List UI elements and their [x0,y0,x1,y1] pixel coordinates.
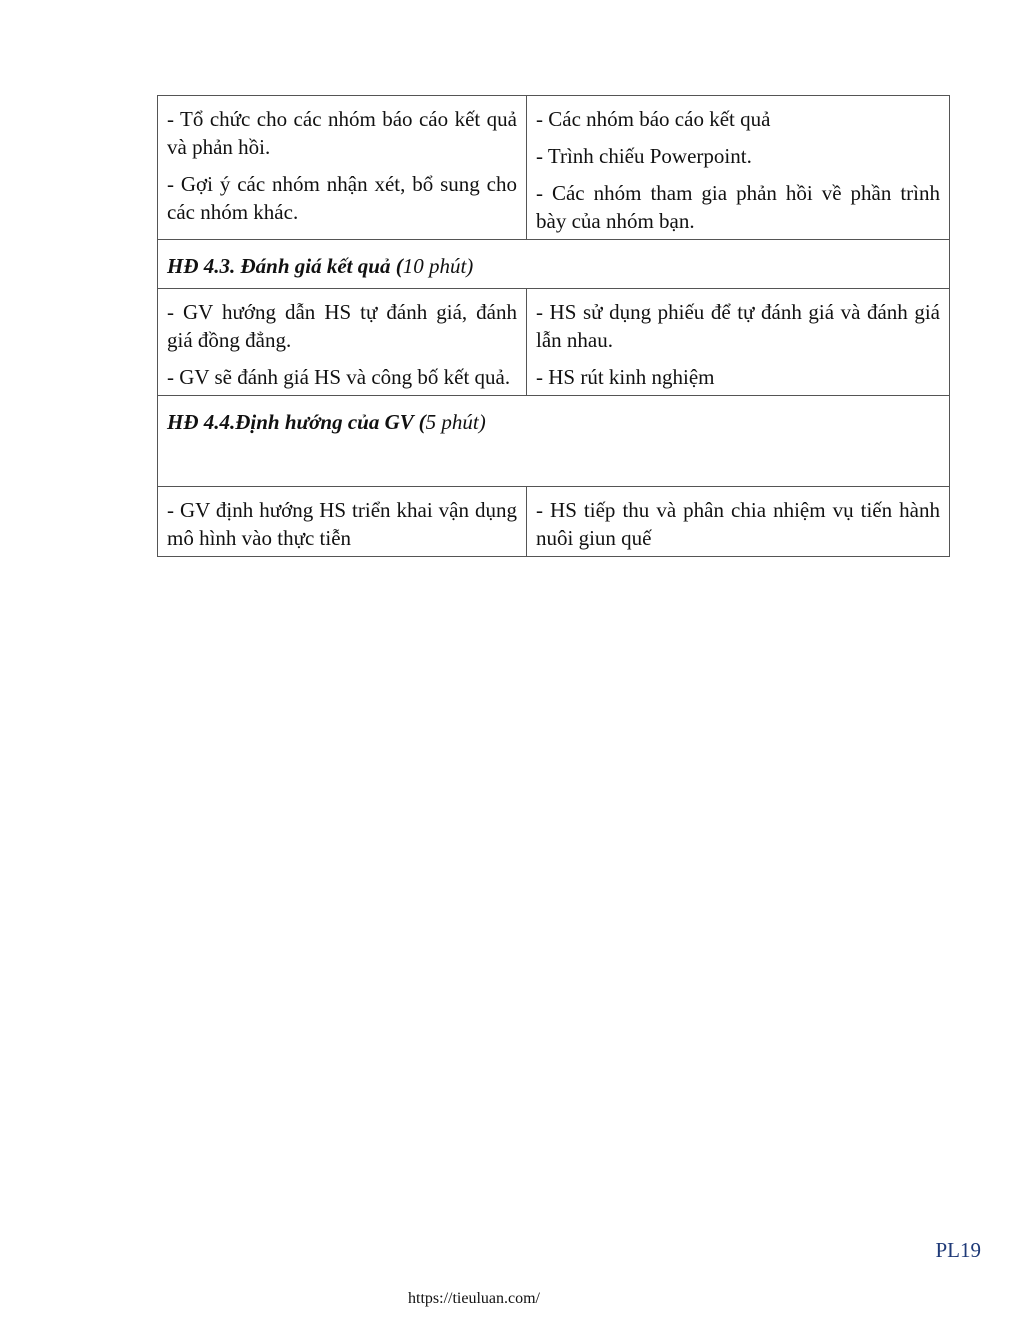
list-item: - Gợi ý các nhóm nhận xét, bổ sung cho các nhóm khác. [167,172,517,224]
activity-table [157,95,950,557]
teacher-activity-cell [158,96,527,240]
list-item: - Các nhóm tham gia phản hồi về phần trình bày của nhóm bạn. [536,181,940,233]
page-number: PL19 [935,1238,981,1262]
list-item: - HS rút kinh nghiệm [536,365,715,389]
student-activity-cell [527,289,950,396]
list-item: - Tổ chức cho các nhóm báo cáo kết quả và phản hồi. [167,107,517,159]
section-heading-row [158,396,950,487]
table-row [158,487,950,557]
student-activity-cell [527,487,950,557]
list-item: - Trình chiếu Powerpoint. [536,144,752,168]
section-duration: 10 phút) [402,254,474,278]
section-title: HĐ 4.4.Định hướng của GV ( [167,410,426,434]
section-duration: 5 phút) [425,410,486,434]
footer-url[interactable]: https://tieuluan.com/ [408,1290,540,1307]
list-item: - GV sẽ đánh giá HS và công bố kết quả. [167,365,511,389]
student-activity-cell [527,96,950,240]
list-item: - Các nhóm báo cáo kết quả [536,107,771,131]
teacher-activity-cell [158,487,527,557]
section-title: HĐ 4.3. Đánh giá kết quả ( [167,254,403,278]
table-row [158,96,950,240]
teacher-activity-cell [158,289,527,396]
list-item: - HS tiếp thu và phân chia nhiệm vụ tiến hành nuôi giun quế [536,498,940,550]
section-heading-4-3 [158,240,950,289]
list-item: - HS sử dụng phiếu để tự đánh giá và đánh giá lẫn nhau. [536,300,940,352]
section-heading-row [158,240,950,289]
list-item: - GV hướng dẫn HS tự đánh giá, đánh giá đồng đẳng. [167,300,517,352]
list-item: - GV định hướng HS triển khai vận dụng mô hình vào thực tiễn [167,498,517,550]
section-heading-4-4 [158,396,950,487]
table-row [158,289,950,396]
